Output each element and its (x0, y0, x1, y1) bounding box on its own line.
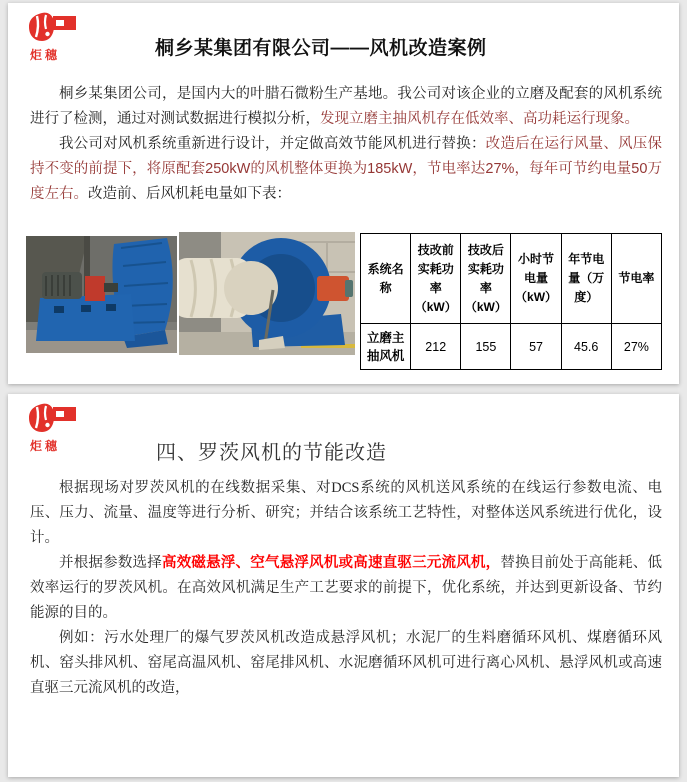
table-cell: 27% (611, 324, 661, 370)
page2-paragraph-1: 根据现场对罗茨风机的在线数据采集、对DCS系统的风机送风系统的在线运行参数电流、电压、压力、流量、温度等进行分析、研究；并结合该系统工艺特性，对整体送风系统进行优化，设计。 (30, 480, 662, 546)
text-run-darkred: 发现立磨主抽风机存在低效率、高功耗运行现象。 (320, 111, 639, 127)
page1-title: 桐乡某集团有限公司——风机改造案例 (155, 38, 487, 59)
energy-saving-table-wrap (360, 233, 662, 370)
fan-photo-after-illustration (179, 232, 355, 355)
text-run-red: 高效磁悬浮、空气悬浮风机或高速直驱三元流风机， (162, 555, 501, 571)
table-header-cell: 系统名称 (361, 234, 411, 324)
page2-paragraph-3: 例如：污水处理厂的爆气罗茨风机改造成悬浮风机；水泥厂的生料磨循环风机、煤磨循环风机、窑头排风机、窑尾高温风机、窑尾排风机、水泥磨循环风机可进行离心风机、悬浮风机或高速直驱三元流风机的改造， (30, 630, 662, 696)
table-header-cell: 小时节电量（kW） (511, 234, 561, 324)
table-cell: 212 (411, 324, 461, 370)
company-logo (28, 11, 88, 63)
brand-text: 炬穗 (30, 439, 61, 453)
table-cell: 155 (461, 324, 511, 370)
page2-body (30, 476, 662, 701)
fan-photo-after (179, 232, 355, 355)
table-header-cell: 节电率 (611, 234, 661, 324)
text-run: 我公司对风机系统重新进行设计，并定做高效节能风机进行替换： (59, 136, 486, 152)
text-run: 替换目前处于高能耗、低效率运行的罗茨风机。在高效风机满足生产工艺要求的前提下，优化系统，并达到更新设备、节约能源的目的。 (30, 555, 663, 621)
torch-logo-icon (28, 402, 80, 436)
page1-paragraph-1 (30, 82, 662, 132)
table-cell: 57 (511, 324, 561, 370)
page2-title: 四、罗茨风机的节能改造 (156, 442, 387, 464)
fan-photo-before (26, 236, 177, 353)
document-page-1 (8, 3, 679, 384)
page2-paragraph-2 (30, 551, 662, 626)
page1-paragraph-2 (30, 132, 662, 207)
table-header-cell: 技改前实耗功率（kW） (411, 234, 461, 324)
text-run-darkred: 改造后在运行风量、风压保持不变的前提下，将原配套250kW的风机整体更换为185kW，节电率达27%，每年可节约电量50万度左右。 (30, 136, 663, 202)
text-run: 并根据参数选择 (59, 555, 162, 571)
energy-saving-table (360, 233, 662, 370)
table-cell-system-name: 立磨主抽风机 (361, 324, 411, 370)
table-header-cell: 技改后实耗功率（kW） (461, 234, 511, 324)
table-cell: 45.6 (561, 324, 611, 370)
document-page-2 (8, 394, 679, 777)
brand-text: 炬穗 (30, 48, 61, 62)
company-logo (28, 402, 88, 454)
page1-body (30, 82, 662, 207)
fan-photo-before-illustration (26, 236, 177, 353)
text-run: 桐乡某集团公司，是国内大的叶腊石微粉生产基地。我公司对该企业的立磨及配套的风机系统进行了检测，通过对测试数据进行模拟分析， (30, 86, 662, 127)
table-row (361, 324, 662, 370)
torch-logo-icon (28, 11, 80, 45)
table-header-row (361, 234, 662, 324)
text-run: 改造前、后风机耗电量如下表： (88, 186, 291, 202)
table-header-cell: 年节电量（万度） (561, 234, 611, 324)
